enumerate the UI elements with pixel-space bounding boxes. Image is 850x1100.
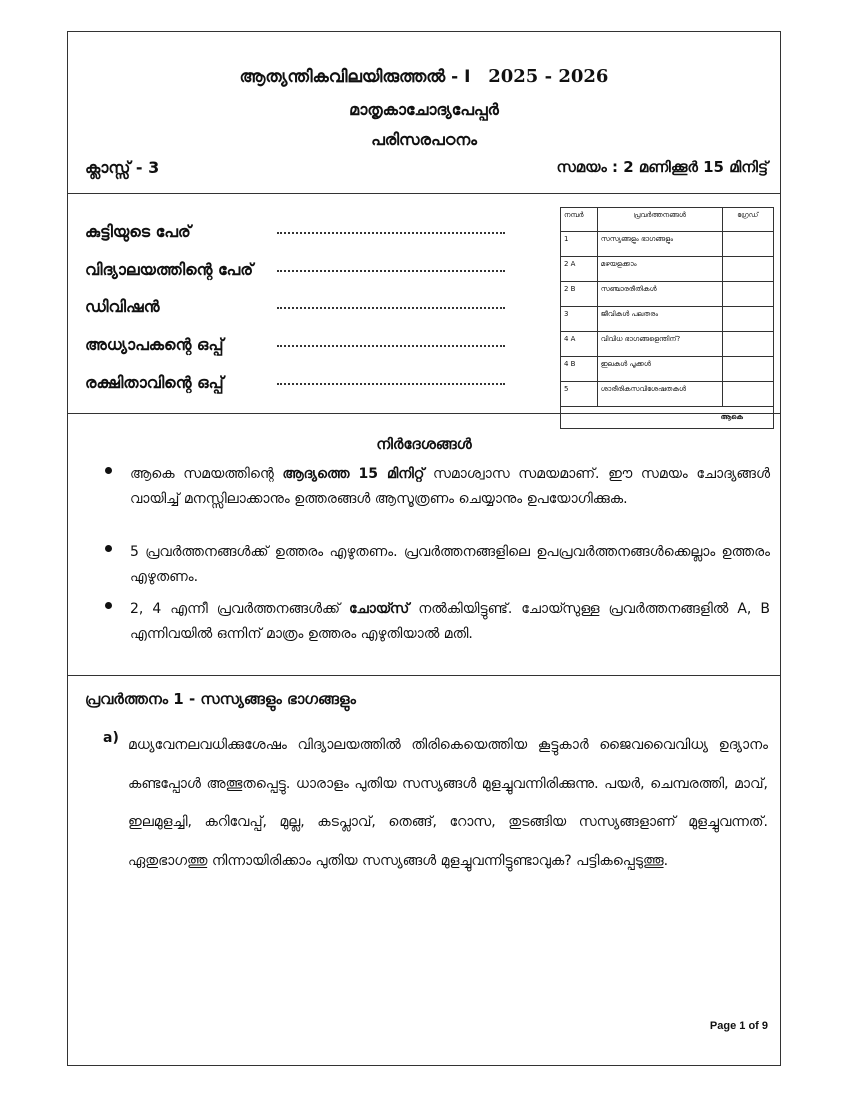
bullet-icon: [105, 602, 112, 609]
grade-table: [560, 207, 774, 429]
teacher-signature-field[interactable]: അധ്യാപകന്റെ ഒപ്പ്: [85, 335, 515, 359]
table-row: 2 A മഴയളക്കാം: [561, 257, 774, 282]
fill-line[interactable]: [277, 307, 505, 309]
fill-line[interactable]: [277, 383, 505, 385]
instruction-item: ആകെ സമയത്തിന്റെ ആദ്യത്തെ 15 മിനിറ്റ് സമാശ്വാസ സമയമാണ്. ഈ സമയം ചോദ്യങ്ങൾ വായിച്ച് മനസ്സിലാക്കാനും ഉത്തരങ്ങൾ ആസൂത്രണം ചെയ്യാനും ഉപയോഗിക്കുക.: [105, 462, 770, 534]
fill-line[interactable]: [277, 345, 505, 347]
grade-cell[interactable]: [722, 332, 773, 357]
instruction-item: 5 പ്രവർത്തനങ്ങൾക്ക് ഉത്തരം എഴുതണം. പ്രവർത്തനങ്ങളിലെ ഉപപ്രവർത്തനങ്ങൾക്കെല്ലാം ഉത്തരം എഴുതണം.: [105, 540, 770, 590]
divider: [67, 675, 781, 676]
total-row: ആകെ: [561, 407, 774, 429]
table-row: 4 B ഇലകൾ പൂക്കൾ: [561, 357, 774, 382]
divider: [67, 413, 781, 414]
student-name-field[interactable]: കുട്ടിയുടെ പേര്: [85, 222, 515, 246]
parent-signature-field[interactable]: രക്ഷിതാവിന്റെ ഒപ്പ്: [85, 373, 515, 397]
instructions-title: നിർദേശങ്ങൾ: [376, 435, 472, 453]
table-row: 5 ശാരീരികസവിശേഷതകൾ: [561, 382, 774, 407]
paper-type: മാതൃകാചോദ്യപേപ്പർ: [349, 100, 499, 119]
division-field[interactable]: ഡിവിഷൻ: [85, 297, 515, 321]
bullet-icon: [105, 545, 112, 552]
fill-line[interactable]: [277, 232, 505, 234]
grade-cell[interactable]: [722, 232, 773, 257]
table-row: 2 B സഞ്ചാരരീതികൾ: [561, 282, 774, 307]
question-label: a): [103, 730, 119, 746]
grade-cell[interactable]: [722, 382, 773, 407]
bullet-icon: [105, 467, 112, 474]
table-row: 4 A വിവിധ ഭാഗങ്ങളെന്തിന്?: [561, 332, 774, 357]
subject-title: പരിസരപഠനം: [371, 130, 477, 149]
question-text: മധ്യവേനലവധിക്കുശേഷം വിദ്യാലയത്തിൽ തിരികെയെത്തിയ കൂട്ടുകാർ ജൈവവൈവിധ്യ ഉദ്യാനം കണ്ടപ്പോൾ അത്ഭുതപ്പെട്ടു. ധാരാളം പുതിയ സസ്യങ്ങൾ മുളച്ചുവന്നിരിക്കുന്നു. പയർ, ചെമ്പരത്തി, മാവ്, ഇലമുളച്ചി, കറിവേപ്പ്, മുല്ല, കടപ്ലാവ്, തെങ്ങ്, റോസ, തുടങ്ങിയ സസ്യങ്ങളാണ് മുളച്ചുവന്നത്. ഏതുഭാഗത്തു നിന്നായിരിക്കാം പുതിയ സസ്യങ്ങൾ മുളച്ചുവന്നിട്ടുണ്ടാവുക? പട്ടികപ്പെടുത്തൂ.: [128, 737, 768, 869]
grade-cell[interactable]: [722, 282, 773, 307]
grade-cell[interactable]: [722, 357, 773, 382]
activity-title: പ്രവർത്തനം 1 - സസ്യങ്ങളും ഭാഗങ്ങളും: [85, 690, 356, 708]
page-number: Page 1 of 9: [709, 1020, 768, 1032]
school-name-field[interactable]: വിദ്യാലയത്തിന്റെ പേര്: [85, 260, 515, 284]
grade-table-header: നമ്പർ പ്രവർത്തനങ്ങൾ ഗ്രേഡ്: [561, 208, 774, 232]
table-row: 1 സസ്യങ്ങളും ഭാഗങ്ങളും: [561, 232, 774, 257]
exam-year: 2025 - 2026: [488, 66, 609, 87]
exam-title: ആത്യന്തികവിലയിരുത്തൽ - I 2025 - 2026: [239, 66, 609, 87]
divider: [67, 193, 781, 194]
time-label: സമയം : 2 മണിക്കൂർ 15 മിനിട്ട്: [556, 158, 768, 176]
fill-line[interactable]: [277, 270, 505, 272]
grade-cell[interactable]: [722, 307, 773, 332]
table-row: 3 ജീവികൾ പലതരം: [561, 307, 774, 332]
grade-cell[interactable]: [722, 257, 773, 282]
class-label: ക്ലാസ്സ് - 3: [85, 158, 160, 177]
instruction-item: 2, 4 എന്നീ പ്രവർത്തനങ്ങൾക്ക് ചോയ്സ് നൽകിയിട്ടുണ്ട്. ചോയ്സുള്ള പ്രവർത്തനങ്ങളിൽ A, B എന്നിവയിൽ ഒന്നിന് മാത്രം ഉത്തരം എഴുതിയാൽ മതി.: [105, 597, 770, 652]
